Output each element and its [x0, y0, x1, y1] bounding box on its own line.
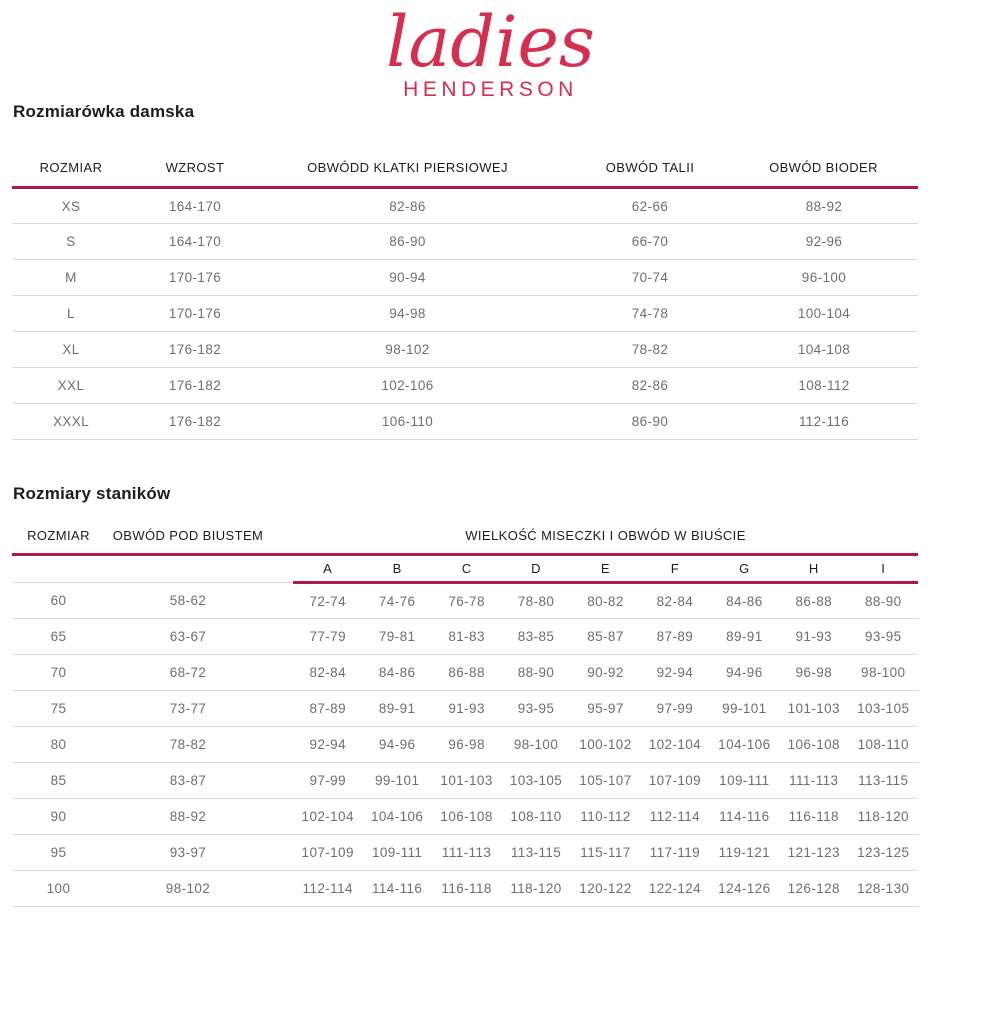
underbust-cell: 68-72 [105, 655, 271, 691]
gap-cell [271, 763, 293, 799]
bra-sizes-table-body [12, 583, 918, 907]
cup-cell: 84-86 [362, 655, 431, 691]
cup-cell: 118-120 [849, 799, 919, 835]
cup-cell: 114-116 [710, 799, 779, 835]
cup-header-e: E [571, 555, 640, 583]
gap-header-cell [271, 518, 293, 555]
cup-cell: 126-128 [779, 871, 848, 907]
cup-cell: 96-98 [779, 655, 848, 691]
cup-header-g: G [710, 555, 779, 583]
bra-size-row [12, 727, 918, 763]
cup-cell: 94-96 [710, 655, 779, 691]
cup-cell: 110-112 [571, 799, 640, 835]
size-cell: 66-70 [555, 224, 745, 260]
underbust-cell: 63-67 [105, 619, 271, 655]
cup-cell: 91-93 [779, 619, 848, 655]
col-header-rozmiar: ROZMIAR [12, 152, 130, 188]
cup-cell: 111-113 [432, 835, 501, 871]
bra-size-cell: 100 [12, 871, 105, 907]
size-cell: 74-78 [555, 296, 745, 332]
size-cell: 78-82 [555, 332, 745, 368]
cup-header-f: F [640, 555, 709, 583]
size-cell: S [12, 224, 130, 260]
women-sizes-header-row [12, 152, 918, 188]
bra-size-cell: 80 [12, 727, 105, 763]
bra-sizes-title: Rozmiary staników [13, 484, 171, 503]
cup-cell: 84-86 [710, 583, 779, 619]
cup-cell: 109-111 [710, 763, 779, 799]
size-cell: XXL [12, 368, 130, 404]
bra-size-row [12, 799, 918, 835]
size-cell: 106-110 [260, 404, 555, 440]
bra-size-row [12, 583, 918, 619]
bra-sizes-group-header-row [12, 518, 918, 555]
cup-cell: 109-111 [362, 835, 431, 871]
gap-cell [271, 727, 293, 763]
bra-size-cell: 70 [12, 655, 105, 691]
cup-cell: 87-89 [293, 691, 362, 727]
cup-cell: 98-100 [849, 655, 919, 691]
col-header-klatka: OBWÓDD KLATKI PIERSIOWEJ [260, 152, 555, 188]
cup-cell: 101-103 [779, 691, 848, 727]
size-cell: 82-86 [555, 368, 745, 404]
brand-logo [0, 1, 981, 102]
bra-size-row [12, 835, 918, 871]
cup-cell: 86-88 [432, 655, 501, 691]
cup-cell: 93-95 [501, 691, 570, 727]
cup-cell: 100-102 [571, 727, 640, 763]
size-cell: 98-102 [260, 332, 555, 368]
size-cell: 86-90 [260, 224, 555, 260]
gap-cell [271, 871, 293, 907]
cup-header-b: B [362, 555, 431, 583]
bra-size-row [12, 619, 918, 655]
size-cell: 112-116 [745, 404, 918, 440]
bra-sizes-table-head [12, 518, 918, 583]
cup-cell: 116-118 [779, 799, 848, 835]
col-header-biodra: OBWÓD BIODER [745, 152, 918, 188]
size-cell: 90-94 [260, 260, 555, 296]
cup-cell: 74-76 [362, 583, 431, 619]
women-sizes-title: Rozmiarówka damska [13, 102, 195, 121]
size-cell: 82-86 [260, 188, 555, 224]
col-header-cups-group: WIELKOŚĆ MISECZKI I OBWÓD W BIUŚCIE [293, 518, 918, 555]
women-sizes-table-head [12, 152, 918, 188]
size-row [12, 224, 918, 260]
size-cell: 176-182 [130, 332, 260, 368]
cup-cell: 102-104 [293, 799, 362, 835]
cup-cell: 79-81 [362, 619, 431, 655]
cup-cell: 113-115 [849, 763, 919, 799]
logo-brand-text: HENDERSON [403, 78, 578, 101]
cup-header-h: H [779, 555, 848, 583]
cup-cell: 103-105 [501, 763, 570, 799]
cup-cell: 111-113 [779, 763, 848, 799]
cup-cell: 97-99 [293, 763, 362, 799]
cup-cell: 76-78 [432, 583, 501, 619]
cup-cell: 120-122 [571, 871, 640, 907]
cup-cell: 88-90 [501, 655, 570, 691]
cup-cell: 82-84 [293, 655, 362, 691]
size-cell: 170-176 [130, 296, 260, 332]
cup-cell: 108-110 [501, 799, 570, 835]
size-row [12, 368, 918, 404]
cup-cell: 96-98 [432, 727, 501, 763]
cup-cell: 98-100 [501, 727, 570, 763]
bra-sizes-cup-header-row [12, 555, 918, 583]
size-cell: 70-74 [555, 260, 745, 296]
cup-cell: 89-91 [710, 619, 779, 655]
gap-cell [271, 655, 293, 691]
size-row [12, 260, 918, 296]
bra-size-cell: 65 [12, 619, 105, 655]
size-row [12, 404, 918, 440]
gap-cell [271, 799, 293, 835]
page-header [0, 0, 981, 152]
cup-cell: 99-101 [362, 763, 431, 799]
gap-cell [271, 619, 293, 655]
size-cell: 164-170 [130, 188, 260, 224]
underbust-cell: 93-97 [105, 835, 271, 871]
cup-cell: 78-80 [501, 583, 570, 619]
size-cell: 100-104 [745, 296, 918, 332]
cup-cell: 86-88 [779, 583, 848, 619]
size-cell: 88-92 [745, 188, 918, 224]
cup-cell: 82-84 [640, 583, 709, 619]
cup-cell: 94-96 [362, 727, 431, 763]
size-cell: 102-106 [260, 368, 555, 404]
size-cell: M [12, 260, 130, 296]
underbust-cell: 98-102 [105, 871, 271, 907]
cup-cell: 107-109 [293, 835, 362, 871]
gap-cell [271, 583, 293, 619]
cup-cell: 123-125 [849, 835, 919, 871]
size-cell: 96-100 [745, 260, 918, 296]
cup-cell: 122-124 [640, 871, 709, 907]
cup-cell: 117-119 [640, 835, 709, 871]
bra-size-row [12, 691, 918, 727]
bra-size-row [12, 871, 918, 907]
col-header-underbust: OBWÓD POD BIUSTEM [105, 518, 271, 555]
size-row [12, 188, 918, 224]
size-cell: L [12, 296, 130, 332]
cup-cell: 101-103 [432, 763, 501, 799]
cup-cell: 124-126 [710, 871, 779, 907]
cup-header-i: I [849, 555, 919, 583]
cup-cell: 115-117 [571, 835, 640, 871]
cup-cell: 106-108 [432, 799, 501, 835]
cup-cell: 105-107 [571, 763, 640, 799]
col-header-wzrost: WZROST [130, 152, 260, 188]
bra-sizes-table [12, 518, 918, 907]
bra-size-cell: 90 [12, 799, 105, 835]
cup-cell: 93-95 [849, 619, 919, 655]
cup-cell: 77-79 [293, 619, 362, 655]
gap-cell [271, 691, 293, 727]
cup-cell: 107-109 [640, 763, 709, 799]
women-sizes-table-body [12, 188, 918, 440]
women-sizes-table [12, 152, 918, 440]
cup-cell: 72-74 [293, 583, 362, 619]
cup-cell: 119-121 [710, 835, 779, 871]
size-cell: 164-170 [130, 224, 260, 260]
cup-cell: 103-105 [849, 691, 919, 727]
size-row [12, 332, 918, 368]
col-header-talia: OBWÓD TALII [555, 152, 745, 188]
cup-cell: 81-83 [432, 619, 501, 655]
size-cell: 176-182 [130, 368, 260, 404]
logo-script-text: ladies [386, 1, 595, 83]
cup-cell: 113-115 [501, 835, 570, 871]
cup-cell: 85-87 [571, 619, 640, 655]
size-cell: 62-66 [555, 188, 745, 224]
cup-cell: 87-89 [640, 619, 709, 655]
cup-header-c: C [432, 555, 501, 583]
size-cell: 86-90 [555, 404, 745, 440]
cup-cell: 90-92 [571, 655, 640, 691]
cup-cell: 112-114 [640, 799, 709, 835]
size-cell: XXXL [12, 404, 130, 440]
size-cell: 94-98 [260, 296, 555, 332]
bra-size-row [12, 655, 918, 691]
size-cell: 108-112 [745, 368, 918, 404]
cup-cell: 80-82 [571, 583, 640, 619]
bra-size-cell: 85 [12, 763, 105, 799]
cup-header-d: D [501, 555, 570, 583]
size-cell: 104-108 [745, 332, 918, 368]
cup-header-spacer [12, 555, 293, 583]
cup-cell: 91-93 [432, 691, 501, 727]
cup-cell: 104-106 [710, 727, 779, 763]
bra-size-cell: 60 [12, 583, 105, 619]
bra-size-cell: 75 [12, 691, 105, 727]
size-cell: 92-96 [745, 224, 918, 260]
cup-cell: 83-85 [501, 619, 570, 655]
gap-cell [271, 835, 293, 871]
cup-cell: 99-101 [710, 691, 779, 727]
cup-cell: 121-123 [779, 835, 848, 871]
size-cell: 176-182 [130, 404, 260, 440]
size-row [12, 296, 918, 332]
bra-size-row [12, 763, 918, 799]
cup-cell: 118-120 [501, 871, 570, 907]
cup-header-a: A [293, 555, 362, 583]
cup-cell: 114-116 [362, 871, 431, 907]
underbust-cell: 73-77 [105, 691, 271, 727]
bra-size-cell: 95 [12, 835, 105, 871]
cup-cell: 97-99 [640, 691, 709, 727]
cup-cell: 95-97 [571, 691, 640, 727]
underbust-cell: 88-92 [105, 799, 271, 835]
size-cell: XS [12, 188, 130, 224]
cup-cell: 108-110 [849, 727, 919, 763]
cup-cell: 116-118 [432, 871, 501, 907]
cup-cell: 104-106 [362, 799, 431, 835]
cup-cell: 92-94 [640, 655, 709, 691]
size-cell: XL [12, 332, 130, 368]
underbust-cell: 83-87 [105, 763, 271, 799]
cup-cell: 92-94 [293, 727, 362, 763]
cup-cell: 88-90 [849, 583, 919, 619]
cup-cell: 106-108 [779, 727, 848, 763]
cup-cell: 128-130 [849, 871, 919, 907]
cup-cell: 102-104 [640, 727, 709, 763]
col-header-rozmiar: ROZMIAR [12, 518, 105, 555]
cup-cell: 89-91 [362, 691, 431, 727]
size-cell: 170-176 [130, 260, 260, 296]
underbust-cell: 58-62 [105, 583, 271, 619]
cup-cell: 112-114 [293, 871, 362, 907]
underbust-cell: 78-82 [105, 727, 271, 763]
